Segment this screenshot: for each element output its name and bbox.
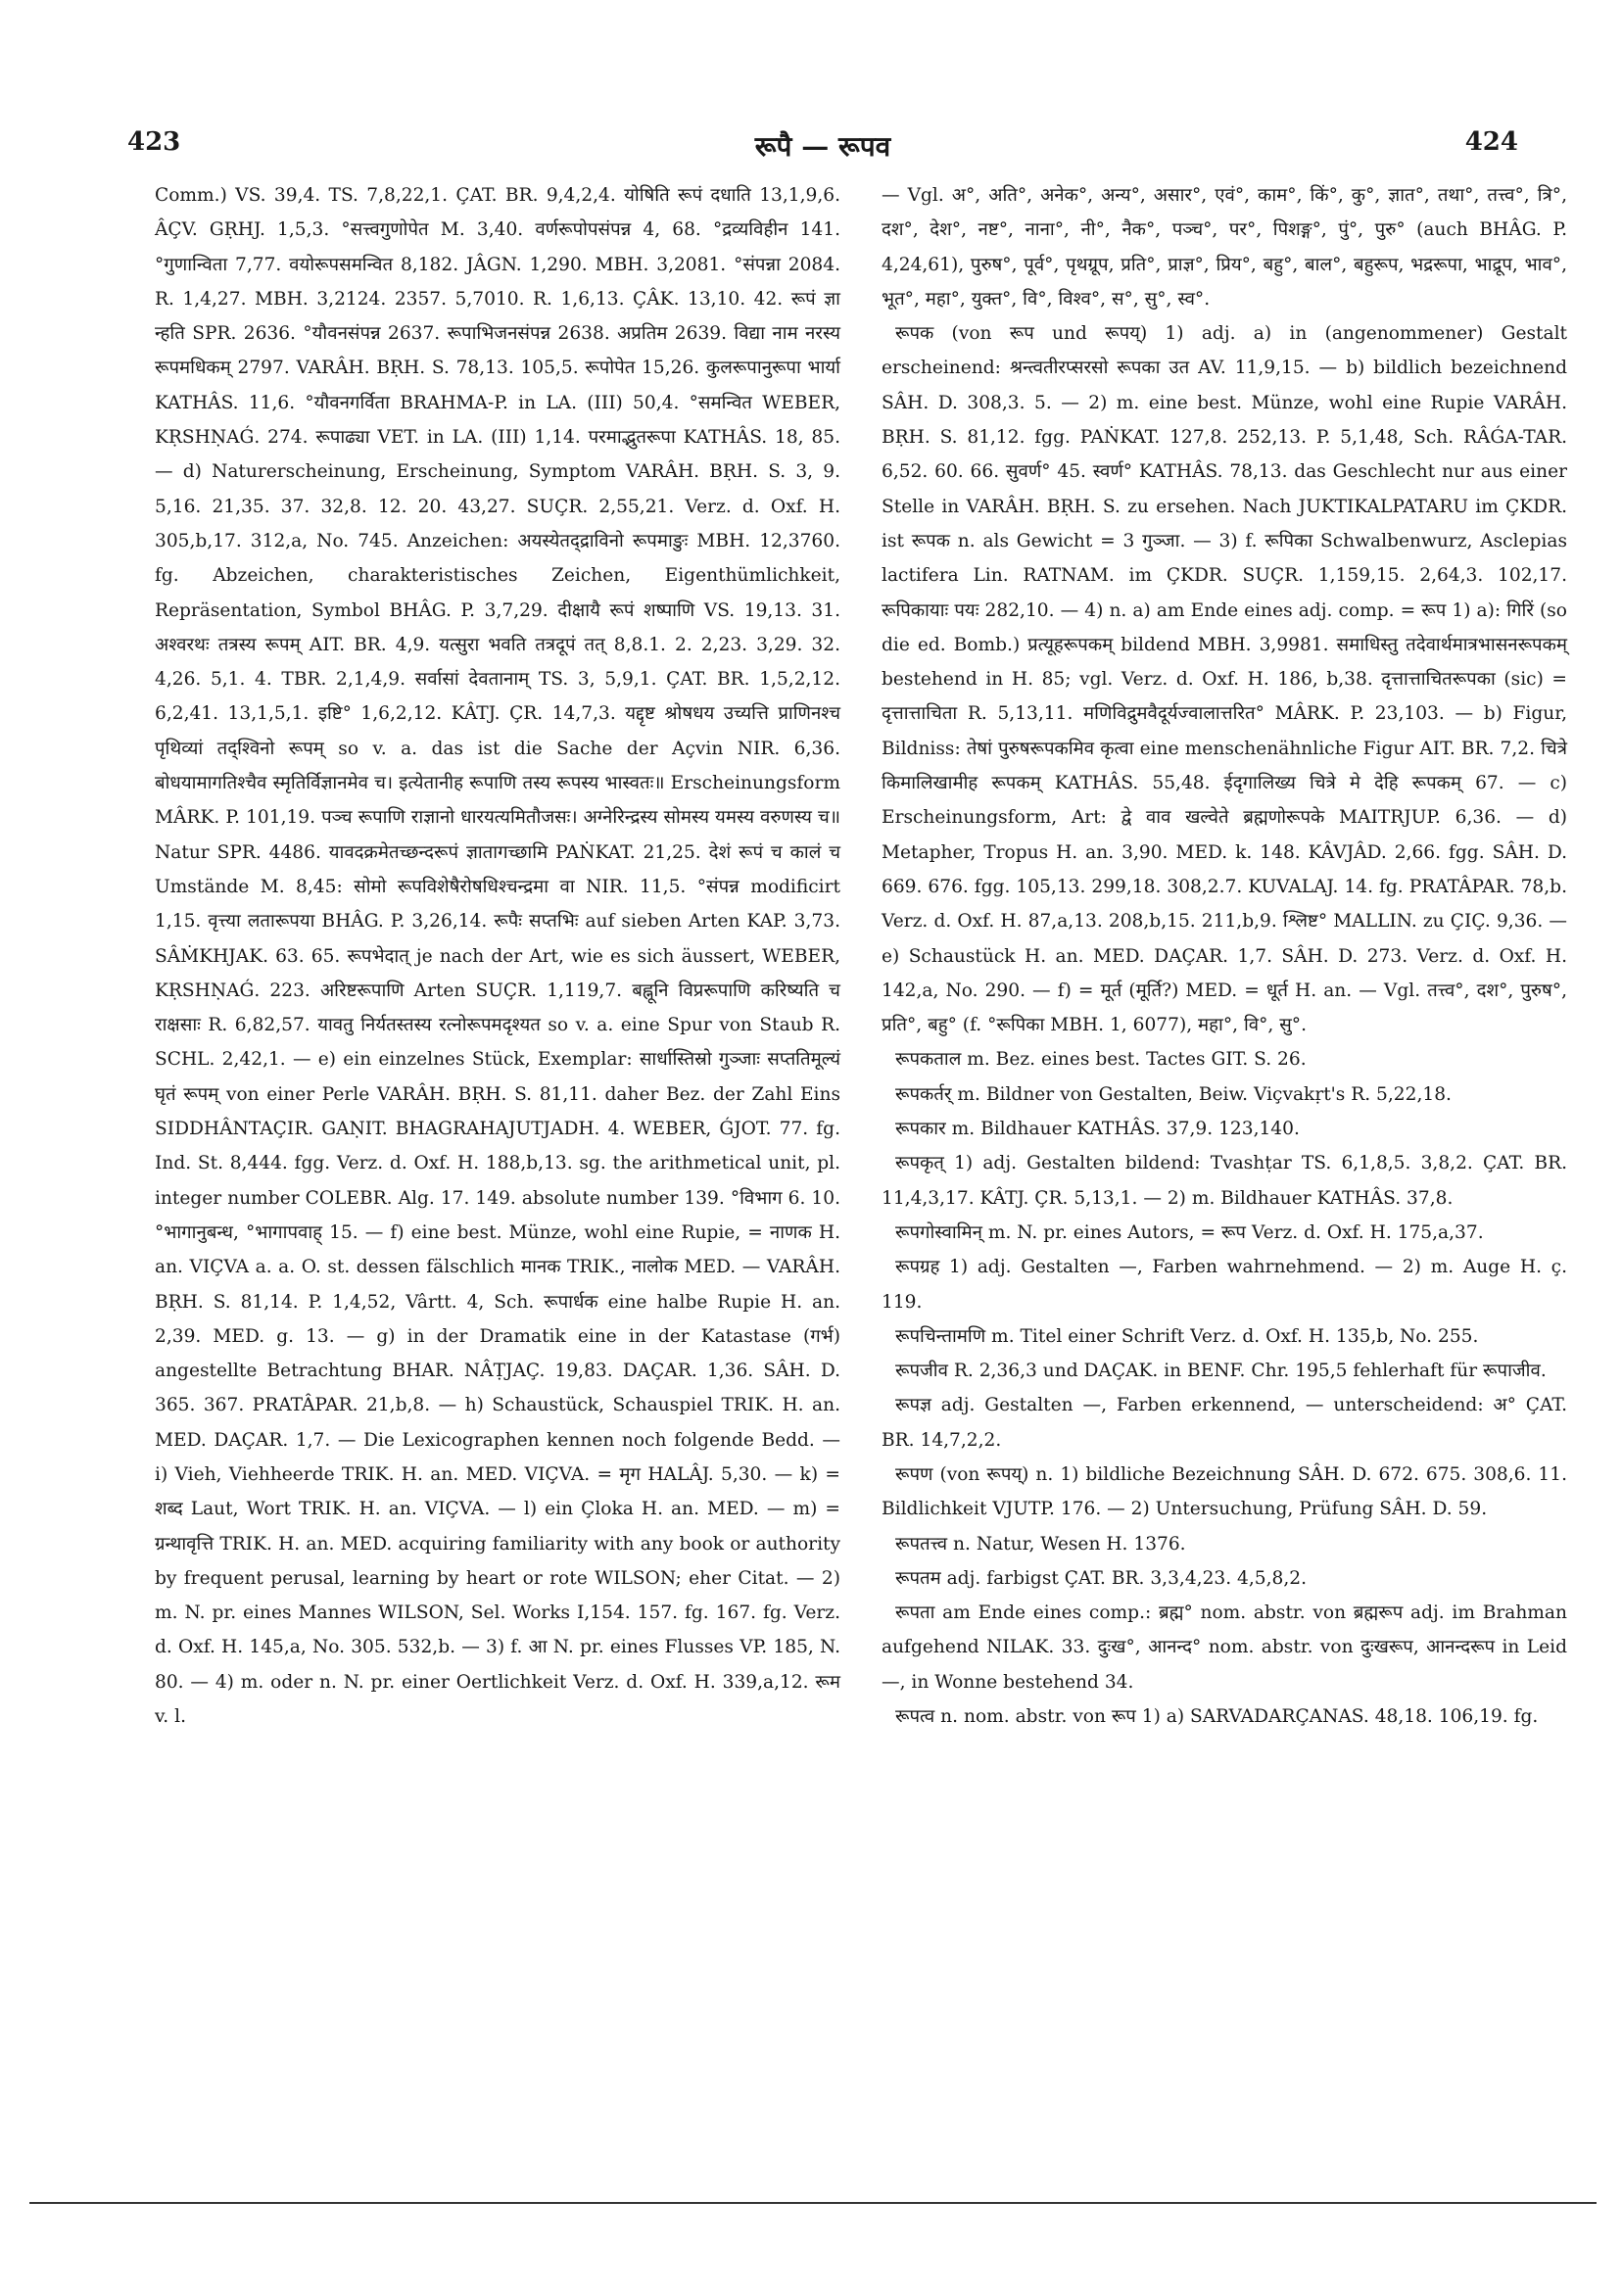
left-column-text: Comm.) VS. 39,4. TS. 7,8,22,1. ÇAT. BR. 9,4,2,4. योषिति रूपं दधाति 13,1,9,6. ÂÇV. GṚHJ. 1,5,3. °सत्त्वगुणोपेत M. 3,40. वर्णरूपोपसंपन्न 4, 68. °द्रव्यविहीन 141. °गुणान्विता 7,77. वयोरूपसमन्वित 8,182. JÂGN. 1,290. MBH. 3,2081. °संपन्ना 2084. R. 1,4,27. MBH. 3,2124. 2357. 5,7010. R. 1,6,13. ÇÂK. 13,10. 42. रूपं ज्ञा न्हति SPR. 2636. °यौवनसंपन्न 2637. रूपाभिजनसंपन्न 2638. अप्रतिम 2639. विद्या नाम नरस्य रूपमधिकम् 2797. VARÂH. BṚH. S. 78,13. 105,5. रूपोपेत 15,26. कुलरूपानुरूपा भार्या KATHÂS. 11,6. °यौवनगर्विता BRAHMA-P. in LA. (III) 50,4. °समन्वित WEBER, KṚSHṆAǴ. 274. रूपाढ्या VET. in LA. (III) 1,14. परमाद्भुतरूपा KATHÂS. 18, 85. — d) Naturerscheinung, Erscheinung, Symptom VARÂH. BṚH. S. 3, 9. 5,16. 21,35. 37. 32,8. 12. 20. 43,27. SUÇR. 2,55,21. Verz. d. Oxf. H. 305,b,17. 312,a, No. 745. Anzeichen: अयस्येतद्द्राविनो रूपमाङुः MBH. 12,3760. fg. Abzeichen, charakteristisches Zeichen, Eigenthümlichkeit, Repräsentation, Symbol BHÂG. P. 3,7,29. दीक्षायै रूपं शष्पाणि VS. 19,13. 31. अश्वरथः तत्रस्य रूपम् AIT. BR. 4,9. यत्सुरा भवति तत्रदूपं तत् 8,8.1. 2. 2,23. 3,29. 32. 4,26. 5,1. 4. TBR. 2,1,4,9. सर्वासां देवतानाम् TS. 3, 5,9,1. ÇAT. BR. 1,5,2,12. 6,2,41. 13,1,5,1. इष्टि° 1,6,2,12. KÂTJ. ÇR. 14,7,3. यद्दृष्ट श्रोषधय उच्यत्ति प्राणिनश्च पृथिव्यां तद्श्विनो रूपम् so v. a. das ist die Sache der Açvin NIR. 6,36. बोधयामागतिश्चैव स्मृतिर्विज्ञानमेव च। इत्येतानीह रूपाणि तस्य रूपस्य भास्वतः॥ Erscheinungsform MÂRK. P. 101,19. पञ्च रूपाणि राज्ञानो धारयत्यमितौजसः। अग्नेरिन्द्रस्य सोमस्य यमस्य वरुणस्य च॥ Natur SPR. 4486. यावदक्रमेतच्छन्दरूपं ज्ञातागच्छामि PAṄKAT. 21,25. देशं रूपं च कालं च Umstände M. 8,45: सोमो रूपविशेषैरोषधिश्चन्द्रमा वा NIR. 11,5. °संपन्न modificirt 1,15. वृत्त्या लतारूपया BHÂG. P. 3,26,14. रूपैः सप्तभिः auf sieben Arten KAP. 3,73. SÂṀKHJAK. 63. 65. रूपभेदात् je nach der Art, wie es sich äussert, WEBER, KṚSHṆAǴ. 223. अरिष्टरूपाणि Arten SUÇR. 1,119,7. बह्नूनि विप्ररूपाणि करिष्यति च राक्षसाः R. 6,82,57. यावतु निर्यतस्तस्य रत्नोरूपमदृश्यत so v. a. eine Spur von Staub R. SCHL. 2,42,1. — e) ein einzelnes Stück, Exemplar: सार्धास्तिस्रो गुञ्जाः सप्ततिमूल्यं घृतं रूपम् von einer Perle VARÂH. BṚH. S. 81,11. daher Bez. der Zahl Eins SIDDHÂNTAÇIR. GAṆIT. BHAGRAHAJUTJADH. 4. WEBER, ǴJOT. 77. fg. Ind. St. 8,444. fgg. Verz. d. Oxf. H. 188,b,13. sg. the arithmetical unit, pl. integer number COLEBR. Alg. 17. 149. absolute number 139. °विभाग 6. 10. °भागानुबन्ध, °भागापवाह् 15. — f) eine best. Münze, wohl eine Rupie, = नाणक H. an. VIÇVA a. a. O. st. dessen fälschlich मानक TRIK., नालोक MED. — VARÂH. BṚH. S. 81,14. P. 1,4,52, Vârtt. 4, Sch. रूपार्धक eine halbe Rupie H. an. 2,39. MED. g. 13. — g) in der Dramatik eine in der Katastase (गर्भ) angestellte Betrachtung BHAR. NÂṬJAÇ. 19,83. DAÇAR. 1,36. SÂH. D. 365. 367. PRATÂPAR. 21,b,8. — h) Schaustück, Schauspiel TRIK. H. an. MED. DAÇAR. 1,7. — Die Lexicographen kennen noch folgende Bedd. — i) Vieh, Viehheerde TRIK. H. an. MED. VIÇVA. = मृग HALÂJ. 5,30. — k) = शब्द Laut, Wort TRIK. H. an. VIÇVA. — l) ein Çloka H. an. MED. — m) = ग्रन्थावृत्ति TRIK. H. an. MED. acquiring familiarity with any book or authority by frequent perusal, learning by heart or rote WILSON; eher Citat. — 2) m. N. pr. eines Mannes WILSON, Sel. Works I,154. 157. fg. 167. fg. Verz. d. Oxf. H. 145,a, No. 305. 532,b. — 3) f. आ N. pr. eines Flusses VP. 185, N. 80. — 4) m. oder n. N. pr. einer Oertlichkeit Verz. d. Oxf. H. 339,a,12. रूम v. l. — [155, 185, 840, 1728]
dictionary-entry-continuation: — Vgl. अ°, अति°, अनेक°, अन्य°, असार°, एवं°, काम°, किं°, कु°, ज्ञात°, तथा°, तत्त्व°, त्रि°, दश°, देश°, नष्ट°, नाना°, नी°, नैक°, पञ्च°, पर°, पिशङ्ग°, पुं°, पुरु° (auch BHÂG. P. 4,24,61), पुरुष°, पूर्व°, पृथग्रूप, प्रति°, प्राज्ञ°, प्रिय°, बहु°, बाल°, बहुरूप, भद्ररूपा, भाद्रूप, भाव°, भूत°, महा°, युक्त°, वि°, विश्व°, स°, सु°, स्व°. — [882, 185, 1567, 310]
dictionary-entry: रूपगोस्वामिन् m. N. pr. eines Autors, = रूप Verz. d. Oxf. H. 175,a,37. — [895, 1221, 1484, 1243]
dictionary-entry: रूपतत्त्व n. Natur, Wesen H. 1376. — [895, 1533, 1186, 1555]
dictionary-entry: रूपकर्तर् m. Bildner von Gestalten, Beiw. Viçvakṛt's R. 5,22,18. — [895, 1083, 1452, 1105]
dictionary-entry: रूपक (von रूप und रूपय्) 1) adj. a) in (angenommener) Gestalt erscheinend: श्रन्त्वतीरप्सरसो रूपका उत AV. 11,9,15. — b) bildlich bezeichnend SÂH. D. 308,3. 5. — 2) m. eine best. Münze, wohl eine Rupie VARÂH. BṚH. S. 81,12. fgg. PAṄKAT. 127,8. 252,13. P. 5,1,48, Sch. RÂǴA-TAR. 6,52. 60. 66. सुवर्ण° 45. स्वर्ण° KATHÂS. 78,13. das Geschlecht nur aus einer Stelle in VARÂH. BṚH. S. zu ersehen. Nach JUKTIKALPATARU im ÇKDR. ist रूपक n. als Gewicht = 3 गुञ्जा. — 3) f. रूपिका Schwalbenwurz, Asclepias lactifera Lin. RATNAM. im ÇKDR. SUÇR. 1,159,15. 2,64,3. 102,17. रूपिकायाः पयः 282,10. — 4) n. a) am Ende eines adj. comp. = रूप 1) a): गिरिं (so die ed. Bomb.) प्रत्यूहरूपकम् bildend MBH. 3,9981. समाधिस्तु तदेवार्थमात्रभासनरूपकम् bestehend in H. 85; vgl. Verz. d. Oxf. H. 186, b,38. दृत्तात्ताचितरूपका (sic) = दृत्तात्ताचिता R. 5,13,11. मणिविद्रुमवैदूर्यज्वालात्तरित° MÂRK. P. 23,103. — b) Figur, Bildniss: तेषां पुरुषरूपकमिव कृत्वा eine menschenähnliche Figur AIT. BR. 7,2. चित्रे किमालिखामीह रूपकम् KATHÂS. 55,48. ईदृगालिख्य चित्रे मे देहि रूपकम् 67. — c) Erscheinungsform, Art: द्वे वाव खल्वेते ब्रह्मणोरूपके MAITRJUP. 6,36. — d) Metapher, Tropus H. an. 3,90. MED. k. 148. KÂVJÂD. 2,66. fgg. SÂH. D. 669. 676. fgg. 105,13. 299,18. 308,2.7. KUVALAJ. 14. fg. PRATÂPAR. 78,b. Verz. d. Oxf. H. 87,a,13. 208,b,15. 211,b,9. श्लिष्ट° MALLIN. zu ÇIÇ. 9,36. — e) Schaustück H. an. MED. DAÇAR. 1,7. SÂH. D. 273. Verz. d. Oxf. H. 142,a, No. 290. — f) = मूर्त (मूर्ति?) MED. = धूर्त H. an. — Vgl. तत्त्व°, दश°, पुरुष°, प्रति°, बहु° (f. °रूपिका MBH. 1, 6077), महा°, वि°, सु°. — [882, 323, 1567, 1036]
dictionary-entry: रूपण (von रूपय्) n. 1) bildliche Bezeichnung SÂH. D. 672. 675. 308,6. 11. Bildlichkeit VJUTP. 176. — 2) Untersuchung, Prüfung SÂH. D. 59. — [882, 1463, 1567, 1520]
dictionary-entry: रूपकृत् 1) adj. Gestalten bildend: Tvashṭar TS. 6,1,8,5. 3,8,2. ÇAT. BR. 11,4,3,17. KÂTJ. ÇR. 5,13,1. — 2) m. Bildhauer KATHÂS. 37,8. — [882, 1153, 1567, 1209]
dictionary-entry: रूपकताल m. Bez. eines best. Tactes GIT. S. 26. — [895, 1049, 1307, 1071]
dictionary-entry: रूपता am Ende eines comp.: ब्रह्म° nom. abstr. von ब्रह्मरूप adj. im Brahman aufgehend NILAK. 33. दुःख°, आनन्द° nom. abstr. von दुःखरूप, आनन्दरूप in Leid —, in Wonne bestehend 34. — [882, 1602, 1567, 1693]
right-column — [882, 178, 1567, 1734]
footer-rule — [29, 2202, 1597, 2204]
running-headwords: रूपै — रूपव — [754, 130, 891, 163]
dictionary-entry: रूपचिन्तामणि m. Titel einer Schrift Verz. d. Oxf. H. 135,b, No. 255. — [895, 1325, 1479, 1347]
dictionary-entry: रूपकार m. Bildhauer KATHÂS. 37,9. 123,140. — [895, 1119, 1300, 1140]
dictionary-entry: रूपग्रह 1) adj. Gestalten —, Farben wahrnehmend. — 2) m. Auge H. ç. 119. — [882, 1257, 1567, 1313]
dictionary-entry: रूपत्व n. nom. abstr. von रूप 1) a) SARVADARÇANAS. 48,18. 106,19. fg. — [895, 1706, 1539, 1728]
page-header — [127, 127, 1518, 167]
left-column — [155, 178, 840, 1734]
dictionary-entry: रूपज्ञ adj. Gestalten —, Farben erkennend, — unterscheidend: अ° ÇAT. BR. 14,7,2,2. — [882, 1395, 1567, 1451]
page-number-left: 423 — [127, 127, 181, 157]
page-number-right: 424 — [1464, 127, 1518, 157]
dictionary-entry: रूपजीव R. 2,36,3 und DAÇAK. in BENF. Chr. 195,5 fehlerhaft für रूपाजीव. — [895, 1361, 1547, 1382]
dictionary-entry: रूपतम adj. farbigst ÇAT. BR. 3,3,4,23. 4,5,8,2. — [895, 1567, 1308, 1589]
